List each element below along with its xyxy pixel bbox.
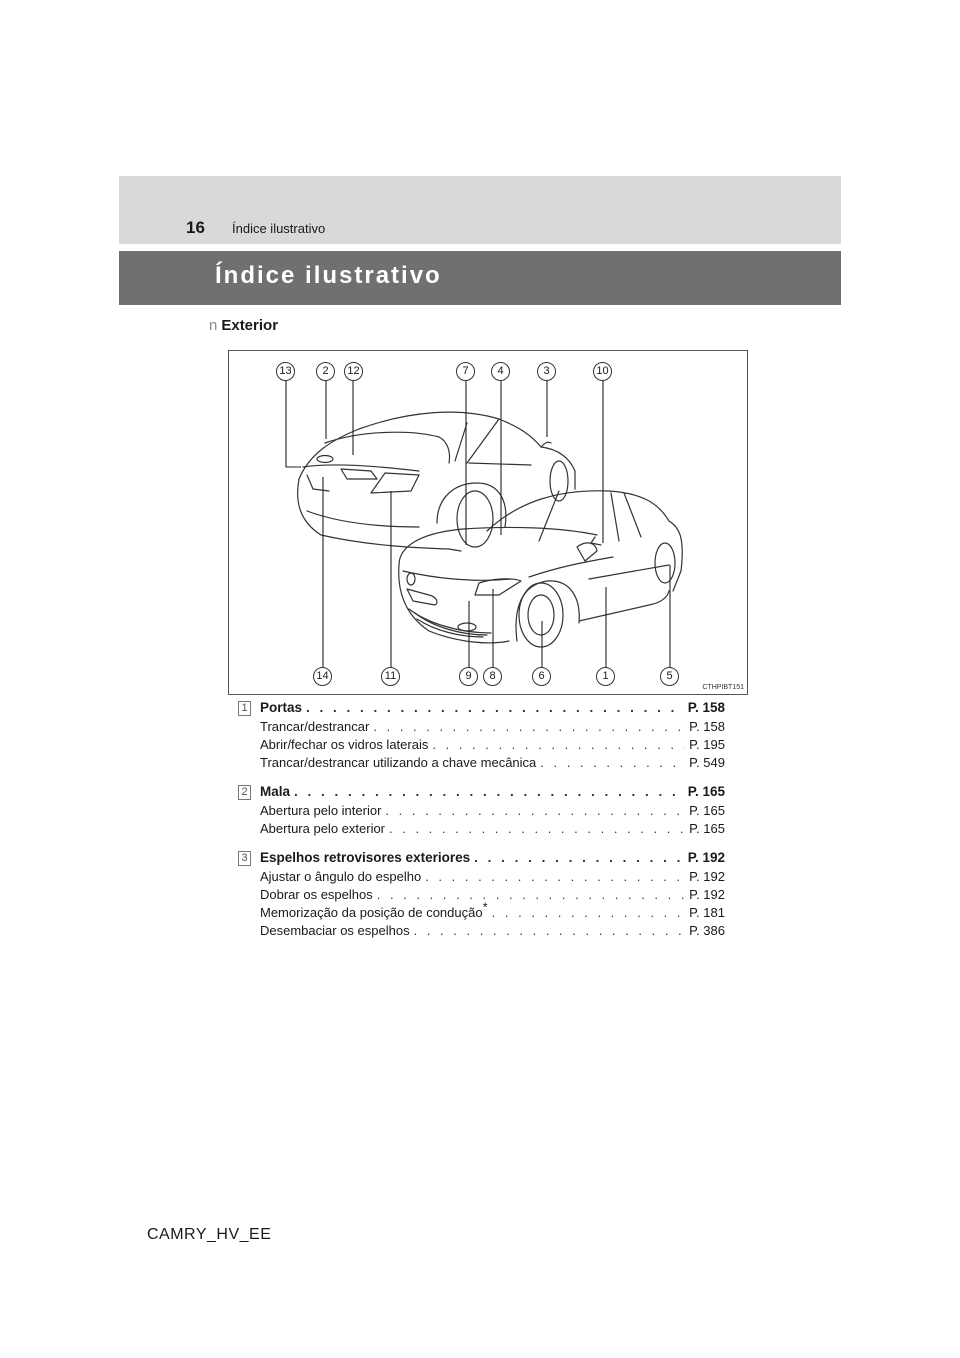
callout-13: 13 — [276, 362, 295, 381]
footer-model-code: CAMRY_HV_EE — [147, 1226, 272, 1243]
entry-item[interactable]: Memorização da posição de condução* . . . P. 181 — [260, 904, 725, 922]
entry-number: 3 — [238, 851, 251, 866]
callout-7: 7 — [456, 362, 475, 381]
page-title: Índice ilustrativo — [215, 262, 442, 289]
entry-item[interactable]: Trancar/destrancar . . . P. 158 — [260, 718, 725, 736]
entry-page: P. 158 — [687, 700, 725, 715]
index-list — [235, 698, 725, 950]
index-entry — [235, 782, 725, 838]
section-marker-icon: n — [209, 317, 218, 334]
section-label: Exterior — [221, 317, 279, 334]
entry-heading[interactable] — [260, 848, 725, 868]
title-band — [119, 251, 841, 305]
callout-11: 11 — [381, 667, 400, 686]
entry-number: 1 — [238, 701, 251, 716]
entry-title: Espelhos retrovisores exteriores — [260, 850, 471, 865]
callout-1: 1 — [596, 667, 615, 686]
entry-item[interactable]: Abertura pelo exterior . . . P. 165 — [260, 820, 725, 838]
asterisk-icon: * — [482, 899, 488, 915]
page-number: 16 — [186, 218, 205, 237]
callout-8: 8 — [483, 667, 502, 686]
entry-title: Mala — [260, 784, 291, 799]
index-entry — [235, 698, 725, 772]
callout-6: 6 — [532, 667, 551, 686]
entry-item[interactable]: Abertura pelo interior . . . P. 165 — [260, 802, 725, 820]
section-heading — [209, 317, 278, 334]
running-title: Índice ilustrativo — [232, 221, 326, 236]
car-exterior-figure — [228, 350, 748, 695]
car-illustration — [229, 351, 747, 694]
entry-item[interactable]: Abrir/fechar os vidros laterais . . . P. 195 — [260, 736, 725, 754]
header-band — [119, 176, 841, 244]
callout-12: 12 — [344, 362, 363, 381]
entry-item[interactable]: Desembaciar os espelhos . . . P. 386 — [260, 922, 725, 940]
entry-title: Portas — [260, 700, 303, 715]
callout-4: 4 — [491, 362, 510, 381]
entry-heading[interactable] — [260, 782, 725, 802]
callout-14: 14 — [313, 667, 332, 686]
figure-code: CTHPIBT151 — [702, 684, 744, 691]
entry-number: 2 — [238, 785, 251, 800]
entry-page: P. 192 — [687, 850, 725, 865]
entry-page: P. 165 — [687, 784, 725, 799]
index-entry — [235, 848, 725, 940]
callout-3: 3 — [537, 362, 556, 381]
callout-2: 2 — [316, 362, 335, 381]
callout-10: 10 — [593, 362, 612, 381]
callout-5: 5 — [660, 667, 679, 686]
entry-item[interactable]: Ajustar o ângulo do espelho . . . P. 192 — [260, 868, 725, 886]
entry-item[interactable]: Dobrar os espelhos . . . P. 192 — [260, 886, 725, 904]
callout-9: 9 — [459, 667, 478, 686]
entry-heading[interactable] — [260, 698, 725, 718]
entry-item[interactable]: Trancar/destrancar utilizando a chave mecânica . . . P. 549 — [260, 754, 725, 772]
